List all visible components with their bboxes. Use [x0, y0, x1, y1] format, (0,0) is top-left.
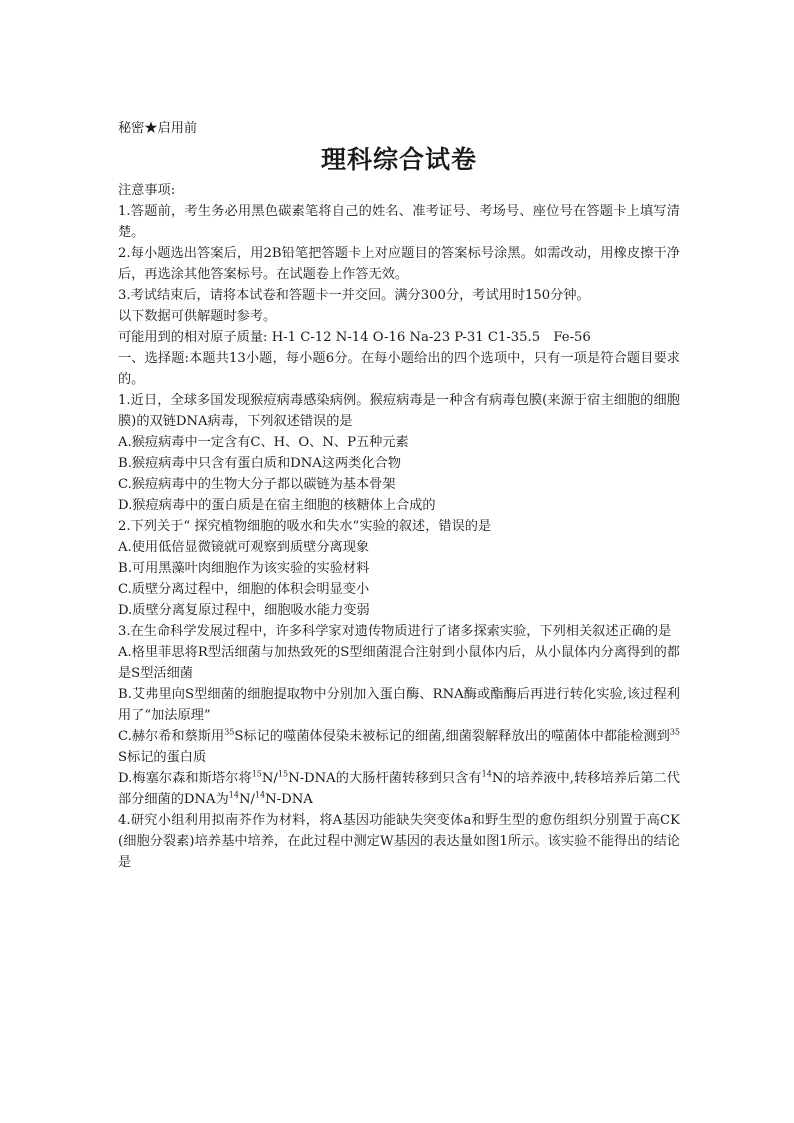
notes-item-2: 2.每小题选出答案后，用2B铅笔把答题卡上对应题目的答案标号涂黑。如需改动，用橡皮擦干净后，再选涂其他答案标号。在试题卷上作答无效。 — [118, 246, 680, 282]
q3d-text-2: N/ — [261, 771, 278, 786]
data-reference: 以下数据可供解题时参考。 — [118, 309, 277, 324]
question-3-option-c — [118, 726, 680, 768]
q3d-text-4: N的培养液中,转移培养后第二代部分细菌的DNA为 — [118, 771, 680, 807]
question-4-stem: 4.研究小组利用拟南芥作为材料，将A基因功能缺失突变体a和野生型的愈伤组织分别置于高CK(细胞分裂素)培养基中培养，在此过程中测定W基因的表达量如图1所示。该实验不能得出的结论是 — [118, 813, 680, 870]
question-1-option-c: C.猴痘病毒中的生物大分子都以碳链为基本骨架 — [118, 477, 396, 492]
question-1-stem: 1.近日，全球多国发现猴痘病毒感染病例。猴痘病毒是一种含有病毒包膜(来源于宿主细胞的细胞膜)的双链DNA病毒，下列叙述错误的是 — [118, 393, 680, 429]
exam-page — [118, 118, 680, 873]
question-2-option-a: A.使用低倍显微镜就可观察到质壁分离现象 — [118, 540, 370, 555]
page-title: 理科综合试卷 — [320, 145, 477, 174]
question-1-option-d: D.猴痘病毒中的蛋白质是在宿主细胞的核糖体上合成的 — [118, 498, 436, 513]
q3d-text-5: N/ — [238, 792, 255, 807]
notes-item-3: 3.考试结束后，请将本试卷和答题卡一并交回。满分300分，考试用时150分钟。 — [118, 288, 590, 303]
q3d-isotope-1: 15 — [251, 769, 262, 779]
notes-item-1: 1.答题前，考生务必用黑色碳素笔将自己的姓名、准考证号、考场号、座位号在答题卡上填写清楚。 — [118, 204, 680, 240]
q3d-isotope-3: 14 — [481, 769, 492, 779]
q3d-text-1: D.梅塞尔森和斯塔尔将 — [118, 771, 252, 786]
question-3-stem: 3.在生命科学发展过程中，许多科学家对遗传物质进行了诸多探索实验，下列相关叙述正确的是 — [118, 624, 672, 639]
notes-heading: 注意事项: — [118, 183, 176, 198]
section-intro: 一、选择题:本题共13小题，每小题6分。在每小题给出的四个选项中，只有一项是符合题目要求的。 — [118, 351, 680, 387]
q3d-isotope-5: 14 — [254, 790, 266, 800]
q3d-isotope-2: 15 — [277, 769, 289, 779]
q3c-text-3: S标记的蛋白质 — [118, 750, 207, 765]
q3d-isotope-4: 14 — [228, 790, 239, 800]
q3c-isotope-1: 35 — [224, 727, 235, 737]
q3c-isotope-2: 35 — [669, 727, 681, 737]
q3d-text-3: N-DNA的大肠杆菌转移到只含有 — [288, 771, 482, 786]
q3c-text-1: C.赫尔希和蔡斯用 — [118, 729, 225, 744]
question-3-option-a: A.格里菲思将R型活细菌与加热致死的S型细菌混合注射到小鼠体内后，从小鼠体内分离得到的都是S型活细菌 — [118, 645, 680, 681]
atomic-mass-list: 可能用到的相对原子质量: H-1 C-12 N-14 O-16 Na-23 P-31 C1-35.5 Fe-56 — [118, 330, 591, 345]
question-2-stem: 2.下列关于“ 探究植物细胞的吸水和失水”实验的叙述，错误的是 — [118, 519, 492, 534]
question-3-option-d — [118, 768, 680, 810]
question-3-option-b: B.艾弗里向S型细菌的细胞提取物中分别加入蛋白酶、RNA酶或酯酶后再进行转化实验,该过程利用了“加法原理” — [118, 687, 680, 723]
q3c-text-2: S标记的噬菌体侵染未被标记的细菌,细菌裂解释放出的噬菌体中都能检测到 — [234, 729, 670, 744]
secret-label: 秘密★启用前 — [118, 121, 198, 136]
q3d-text-6: N-DNA — [265, 792, 313, 807]
question-2-option-b: B.可用黑藻叶肉细胞作为该实验的实验材料 — [118, 561, 370, 576]
question-2-option-d: D.质壁分离复原过程中，细胞吸水能力变弱 — [118, 603, 370, 618]
question-2-option-c: C.质壁分离过程中，细胞的体积会明显变小 — [118, 582, 370, 597]
question-1-option-a: A.猴痘病毒中一定含有C、H、O、N、P五种元素 — [118, 435, 409, 450]
question-1-option-b: B.猴痘病毒中只含有蛋白质和DNA这两类化合物 — [118, 456, 401, 471]
